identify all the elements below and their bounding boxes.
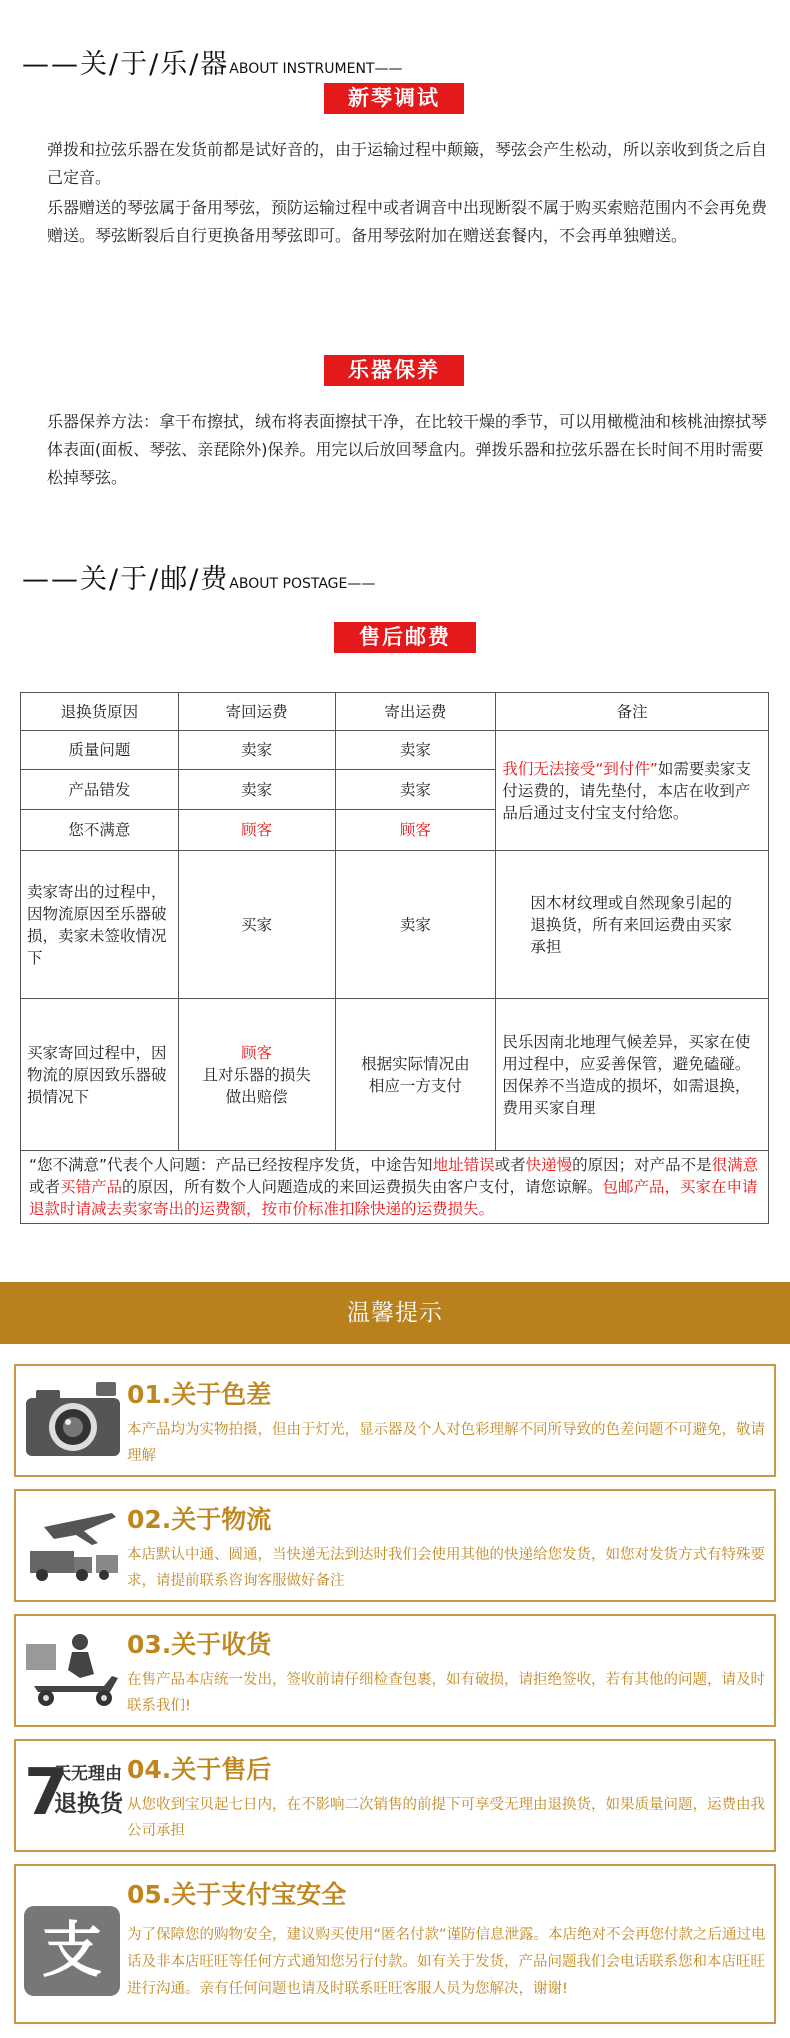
card-text: 本店默认中通、圆通，当快递无法到达时我们会使用其他的快递给您发货，如您对发货方式有特殊要求，请提前联系咨询客服做好备注 xyxy=(127,1547,765,1589)
card-title: 04.关于售后 xyxy=(127,1755,272,1784)
tips-banner: 温馨提示 xyxy=(0,1282,790,1344)
card-text: 在售产品本店统一发出，签收前请仔细检查包裹，如有破损，请拒绝签收，若有其他的问题，请及时联系我们! xyxy=(127,1672,765,1714)
postage-label: 售后邮费 xyxy=(334,622,476,653)
card-text: 本产品均为实物拍摄，但由于灯光，显示器及个人对色彩理解不同所导致的色差问题不可避免，敬请理解 xyxy=(127,1422,765,1464)
row-reason: 卖家寄出的过程中，因物流原因至乐器破损，卖家未签收情况下 xyxy=(21,851,179,999)
footnote-red: 包邮产品，买家在申请退款时请减去卖家寄出的运费额，按市价标准扣除快递的运费损失。 xyxy=(29,1178,758,1218)
tip-card-alipay xyxy=(14,1864,776,2024)
table-row xyxy=(21,999,769,1151)
postage-table xyxy=(20,692,769,1151)
footnote-text: “您不满意”代表个人问题：产品已经按程序发货，中途告知 xyxy=(29,1156,433,1174)
alipay-glyph: 支 xyxy=(42,1916,102,1986)
note-red-text: 我们无法接受“到付件” xyxy=(502,759,658,778)
title-en: ABOUT INSTRUMENT—— xyxy=(229,61,403,77)
tip-card-color xyxy=(14,1364,776,1477)
card-title: 01.关于色差 xyxy=(127,1380,272,1409)
row-return-fee: 卖家 xyxy=(178,770,335,810)
tip-card-receiving xyxy=(14,1614,776,1727)
tuning-paragraph-1: 弹拨和拉弦乐器在发货前都是试好音的，由于运输过程中颠簸，琴弦会产生松动，所以亲收到货之后自己定音。 xyxy=(47,140,768,187)
icon-digit: 7 xyxy=(24,1756,69,1830)
row-note: 因木材纹理或自然现象引起的退换货，所有来回运费由买家承担 xyxy=(496,851,769,999)
footnote-red: 买错产品 xyxy=(60,1178,123,1196)
title-cn: ——关/于/乐/器 xyxy=(22,49,230,80)
row-send-fee: 卖家 xyxy=(335,851,496,999)
footnote-text: 的原因，所有数个人问题造成的来回运费损失由客户支付，请您谅解。 xyxy=(122,1178,603,1196)
row-reason: 产品错发 xyxy=(21,770,179,810)
icon-line-1: 天无理由 xyxy=(54,1764,122,1784)
camera-icon xyxy=(24,1380,124,1462)
icon-line-2: 退换货 xyxy=(54,1791,123,1817)
care-label: 乐器保养 xyxy=(324,355,464,386)
tip-card-after-sales xyxy=(14,1739,776,1852)
tuning-paragraph-2: 乐器赠送的琴弦属于备用琴弦，预防运输过程中或者调音中出现断裂不属于购买索赔范围内不会再免费赠送。琴弦断裂后自行更换备用琴弦即可。备用琴弦附加在赠送套餐内，不会再单独赠送。 xyxy=(47,198,768,245)
row-return-fee xyxy=(178,999,335,1151)
tip-card-logistics xyxy=(14,1489,776,1602)
footnote-red: 地址错误 xyxy=(432,1156,495,1174)
row-return-fee: 卖家 xyxy=(178,731,335,770)
card-text: 从您收到宝贝起七日内，在不影响二次销售的前提下可享受无理由退换货，如果质量问题，运费由我公司承担 xyxy=(127,1797,765,1839)
table-row xyxy=(21,731,769,770)
care-paragraph: 乐器保养方法：拿干布擦拭，绒布将表面擦拭干净，在比较干燥的季节，可以用橄榄油和核桃油擦拭琴体表面(面板、琴弦、亲琵除外)保养。用完以后放回琴盒内。弹拨乐器和拉弦乐器在长时间不用时需要松掉琴弦。 xyxy=(47,412,768,487)
table-header-row xyxy=(21,693,769,731)
return-fee-rest: 且对乐器的损失做出赔偿 xyxy=(202,1065,311,1106)
header-reason: 退换货原因 xyxy=(21,693,179,731)
card-title: 02.关于物流 xyxy=(127,1505,272,1534)
tuning-label: 新琴调试 xyxy=(324,83,464,114)
row-return-fee: 买家 xyxy=(178,851,335,999)
postage-section-title xyxy=(22,557,375,596)
alipay-icon xyxy=(24,1906,120,1996)
footnote-text: 的原因；对产品不是 xyxy=(572,1156,712,1174)
footnote-red: 很满意 xyxy=(711,1156,759,1174)
row-send-fee: 卖家 xyxy=(335,731,496,770)
footnote-text: 或者 xyxy=(494,1156,526,1174)
row-send-fee: 顾客 xyxy=(335,810,496,851)
delivery-scooter-icon xyxy=(24,1630,124,1712)
row-send-fee: 卖家 xyxy=(335,770,496,810)
row-send-fee: 根据实际情况由相应一方支付 xyxy=(335,999,496,1151)
row-reason: 买家寄回过程中，因物流的原因致乐器破损情况下 xyxy=(21,999,179,1151)
header-note: 备注 xyxy=(496,693,769,731)
logistics-icon xyxy=(24,1505,124,1587)
note-text: 如需要卖家支付运费的，请先垫付，本店在收到产品后通过支付宝支付给您。 xyxy=(502,759,751,822)
row-note-merged xyxy=(496,731,769,851)
table-row xyxy=(21,851,769,999)
title-cn: ——关/于/邮/费 xyxy=(22,564,230,595)
row-return-fee: 顾客 xyxy=(178,810,335,851)
instrument-section-title xyxy=(22,42,402,81)
header-return-fee: 寄回运费 xyxy=(178,693,335,731)
card-text: 为了保障您的购物安全，建议购买使用“匿名付款”谨防信息泄露。本店绝对不会再您付款之后通过电话及非本店旺旺等任何方式通知您另行付款。如有关于发货，产品问题我们会电话联系您和本店旺旺进行沟通。亲有任何问题也请及时联系旺旺客服人员为您解决，谢谢! xyxy=(127,1927,766,1997)
footnote-red: 快递慢 xyxy=(525,1156,573,1174)
row-reason: 质量问题 xyxy=(21,731,179,770)
footnote-text: 或者 xyxy=(29,1178,61,1196)
row-reason: 您不满意 xyxy=(21,810,179,851)
card-title: 05.关于支付宝安全 xyxy=(127,1880,347,1909)
row-note: 民乐因南北地理气候差异，买家在使用过程中，应妥善保管，避免磕碰。因保养不当造成的损坏，如需退换，费用买家自理 xyxy=(496,999,769,1151)
seven-day-return-icon xyxy=(24,1755,124,1837)
title-en: ABOUT POSTAGE—— xyxy=(229,576,376,592)
postage-footnote xyxy=(20,1150,769,1224)
header-send-fee: 寄出运费 xyxy=(335,693,496,731)
card-title: 03.关于收货 xyxy=(127,1630,272,1659)
return-fee-red: 顾客 xyxy=(241,1043,273,1062)
